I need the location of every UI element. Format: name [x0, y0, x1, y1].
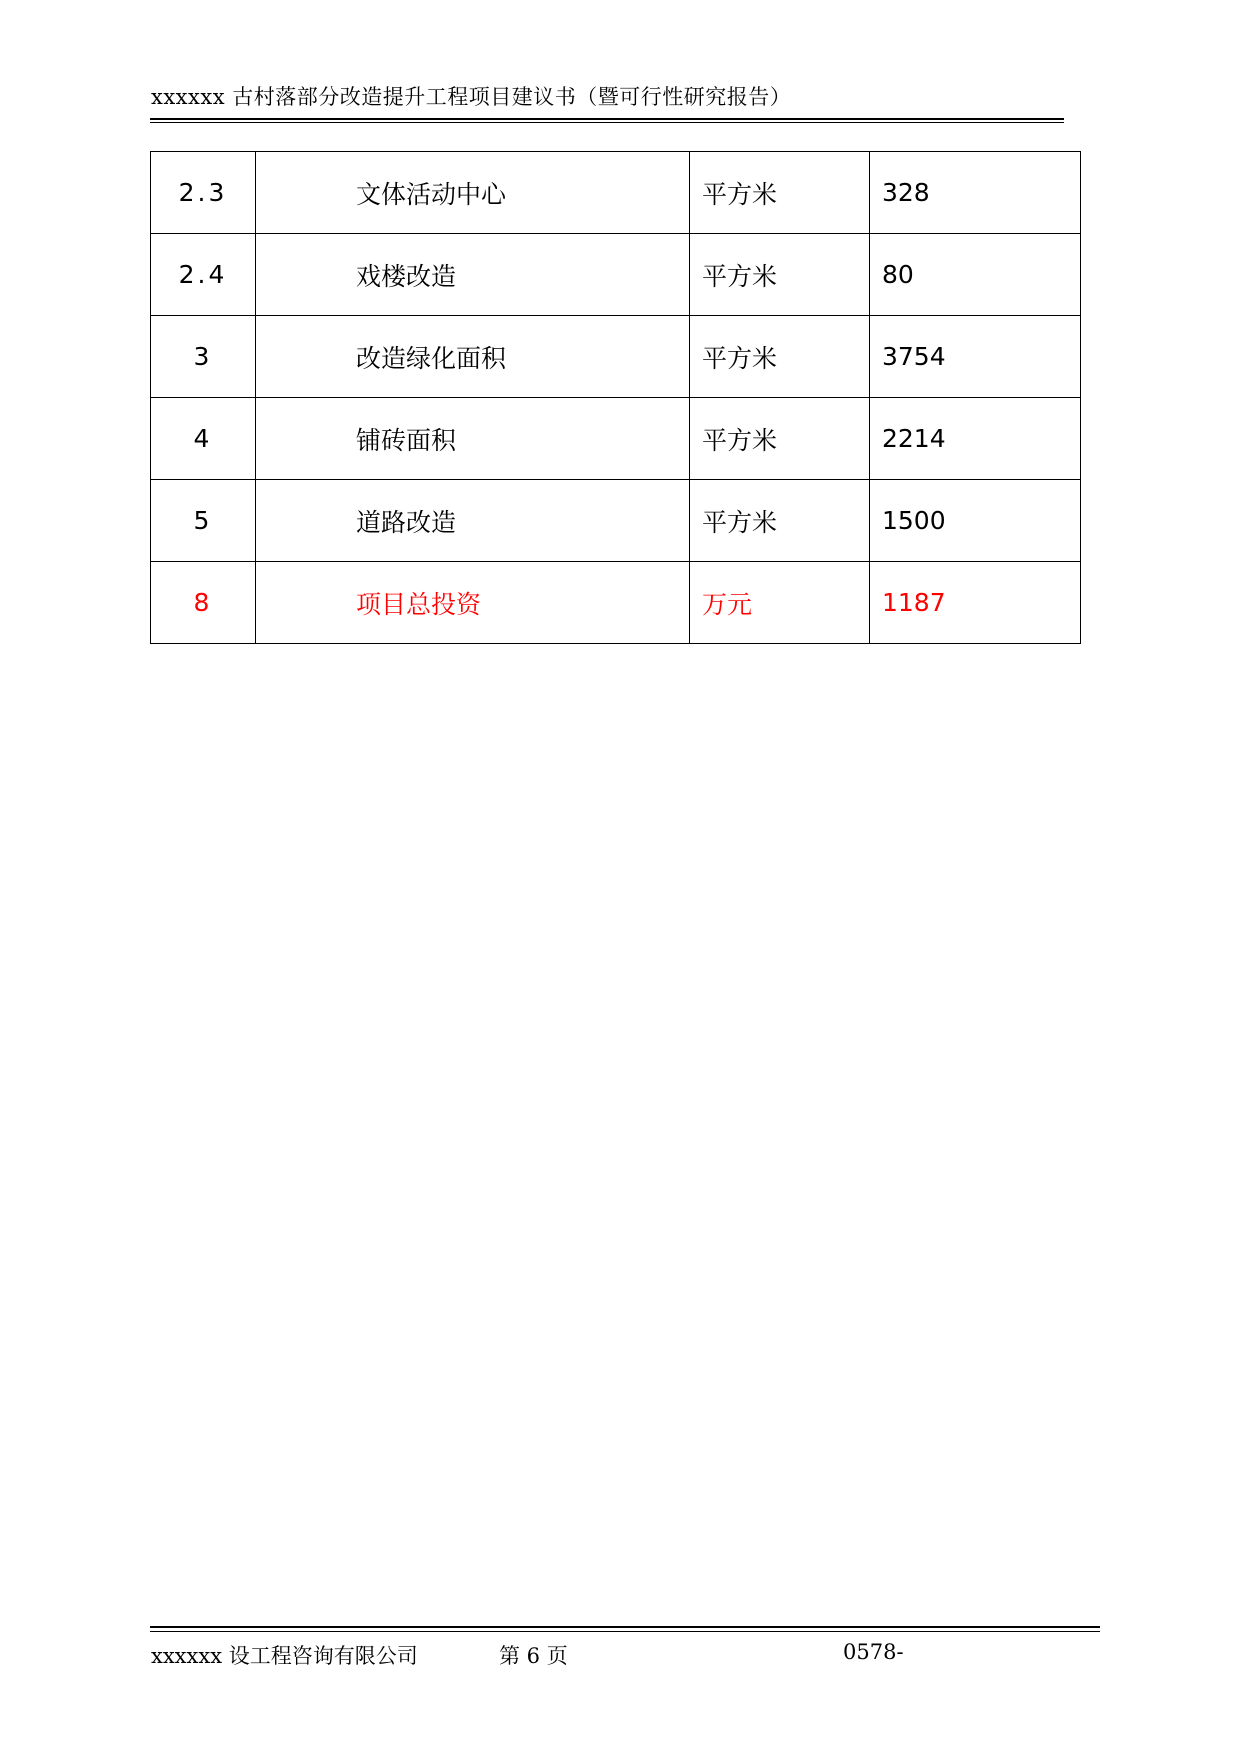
table-row — [151, 398, 1081, 480]
item-value: 3754 — [870, 316, 1081, 398]
page-footer — [151, 1640, 1111, 1670]
item-value: 80 — [870, 234, 1081, 316]
item-name: 铺砖面积 — [256, 398, 690, 480]
footer-rule-thin — [150, 1631, 1100, 1632]
item-name: 改造绿化面积 — [256, 316, 690, 398]
page-header — [151, 84, 1061, 110]
footer-rule-thick — [150, 1626, 1100, 1628]
item-unit: 平方米 — [690, 152, 870, 234]
footer-company: xxxxxx 设工程咨询有限公司 — [151, 1644, 418, 1668]
row-number: 2.4 — [151, 234, 256, 316]
row-number: 8 — [151, 562, 256, 644]
page-number: 第 6 页 — [499, 1644, 568, 1668]
footer-phone: 0578- — [843, 1640, 904, 1664]
quantity-table — [150, 151, 1081, 644]
item-value: 1500 — [870, 480, 1081, 562]
table-row — [151, 480, 1081, 562]
header-rule-thick — [150, 118, 1064, 120]
table-row — [151, 316, 1081, 398]
row-number: 4 — [151, 398, 256, 480]
item-unit: 平方米 — [690, 316, 870, 398]
row-number: 5 — [151, 480, 256, 562]
item-name: 道路改造 — [256, 480, 690, 562]
document-title: xxxxxx 古村落部分改造提升工程项目建议书（暨可行性研究报告） — [151, 85, 792, 109]
item-name: 戏楼改造 — [256, 234, 690, 316]
item-value: 328 — [870, 152, 1081, 234]
row-number: 2.3 — [151, 152, 256, 234]
item-unit: 平方米 — [690, 398, 870, 480]
header-rule-thin — [150, 122, 1064, 123]
item-value: 1187 — [870, 562, 1081, 644]
table-row — [151, 152, 1081, 234]
item-unit: 平方米 — [690, 234, 870, 316]
item-unit: 万元 — [690, 562, 870, 644]
item-name: 项目总投资 — [256, 562, 690, 644]
total-investment-row — [151, 562, 1081, 644]
item-name: 文体活动中心 — [256, 152, 690, 234]
table-row — [151, 234, 1081, 316]
item-unit: 平方米 — [690, 480, 870, 562]
item-value: 2214 — [870, 398, 1081, 480]
row-number: 3 — [151, 316, 256, 398]
